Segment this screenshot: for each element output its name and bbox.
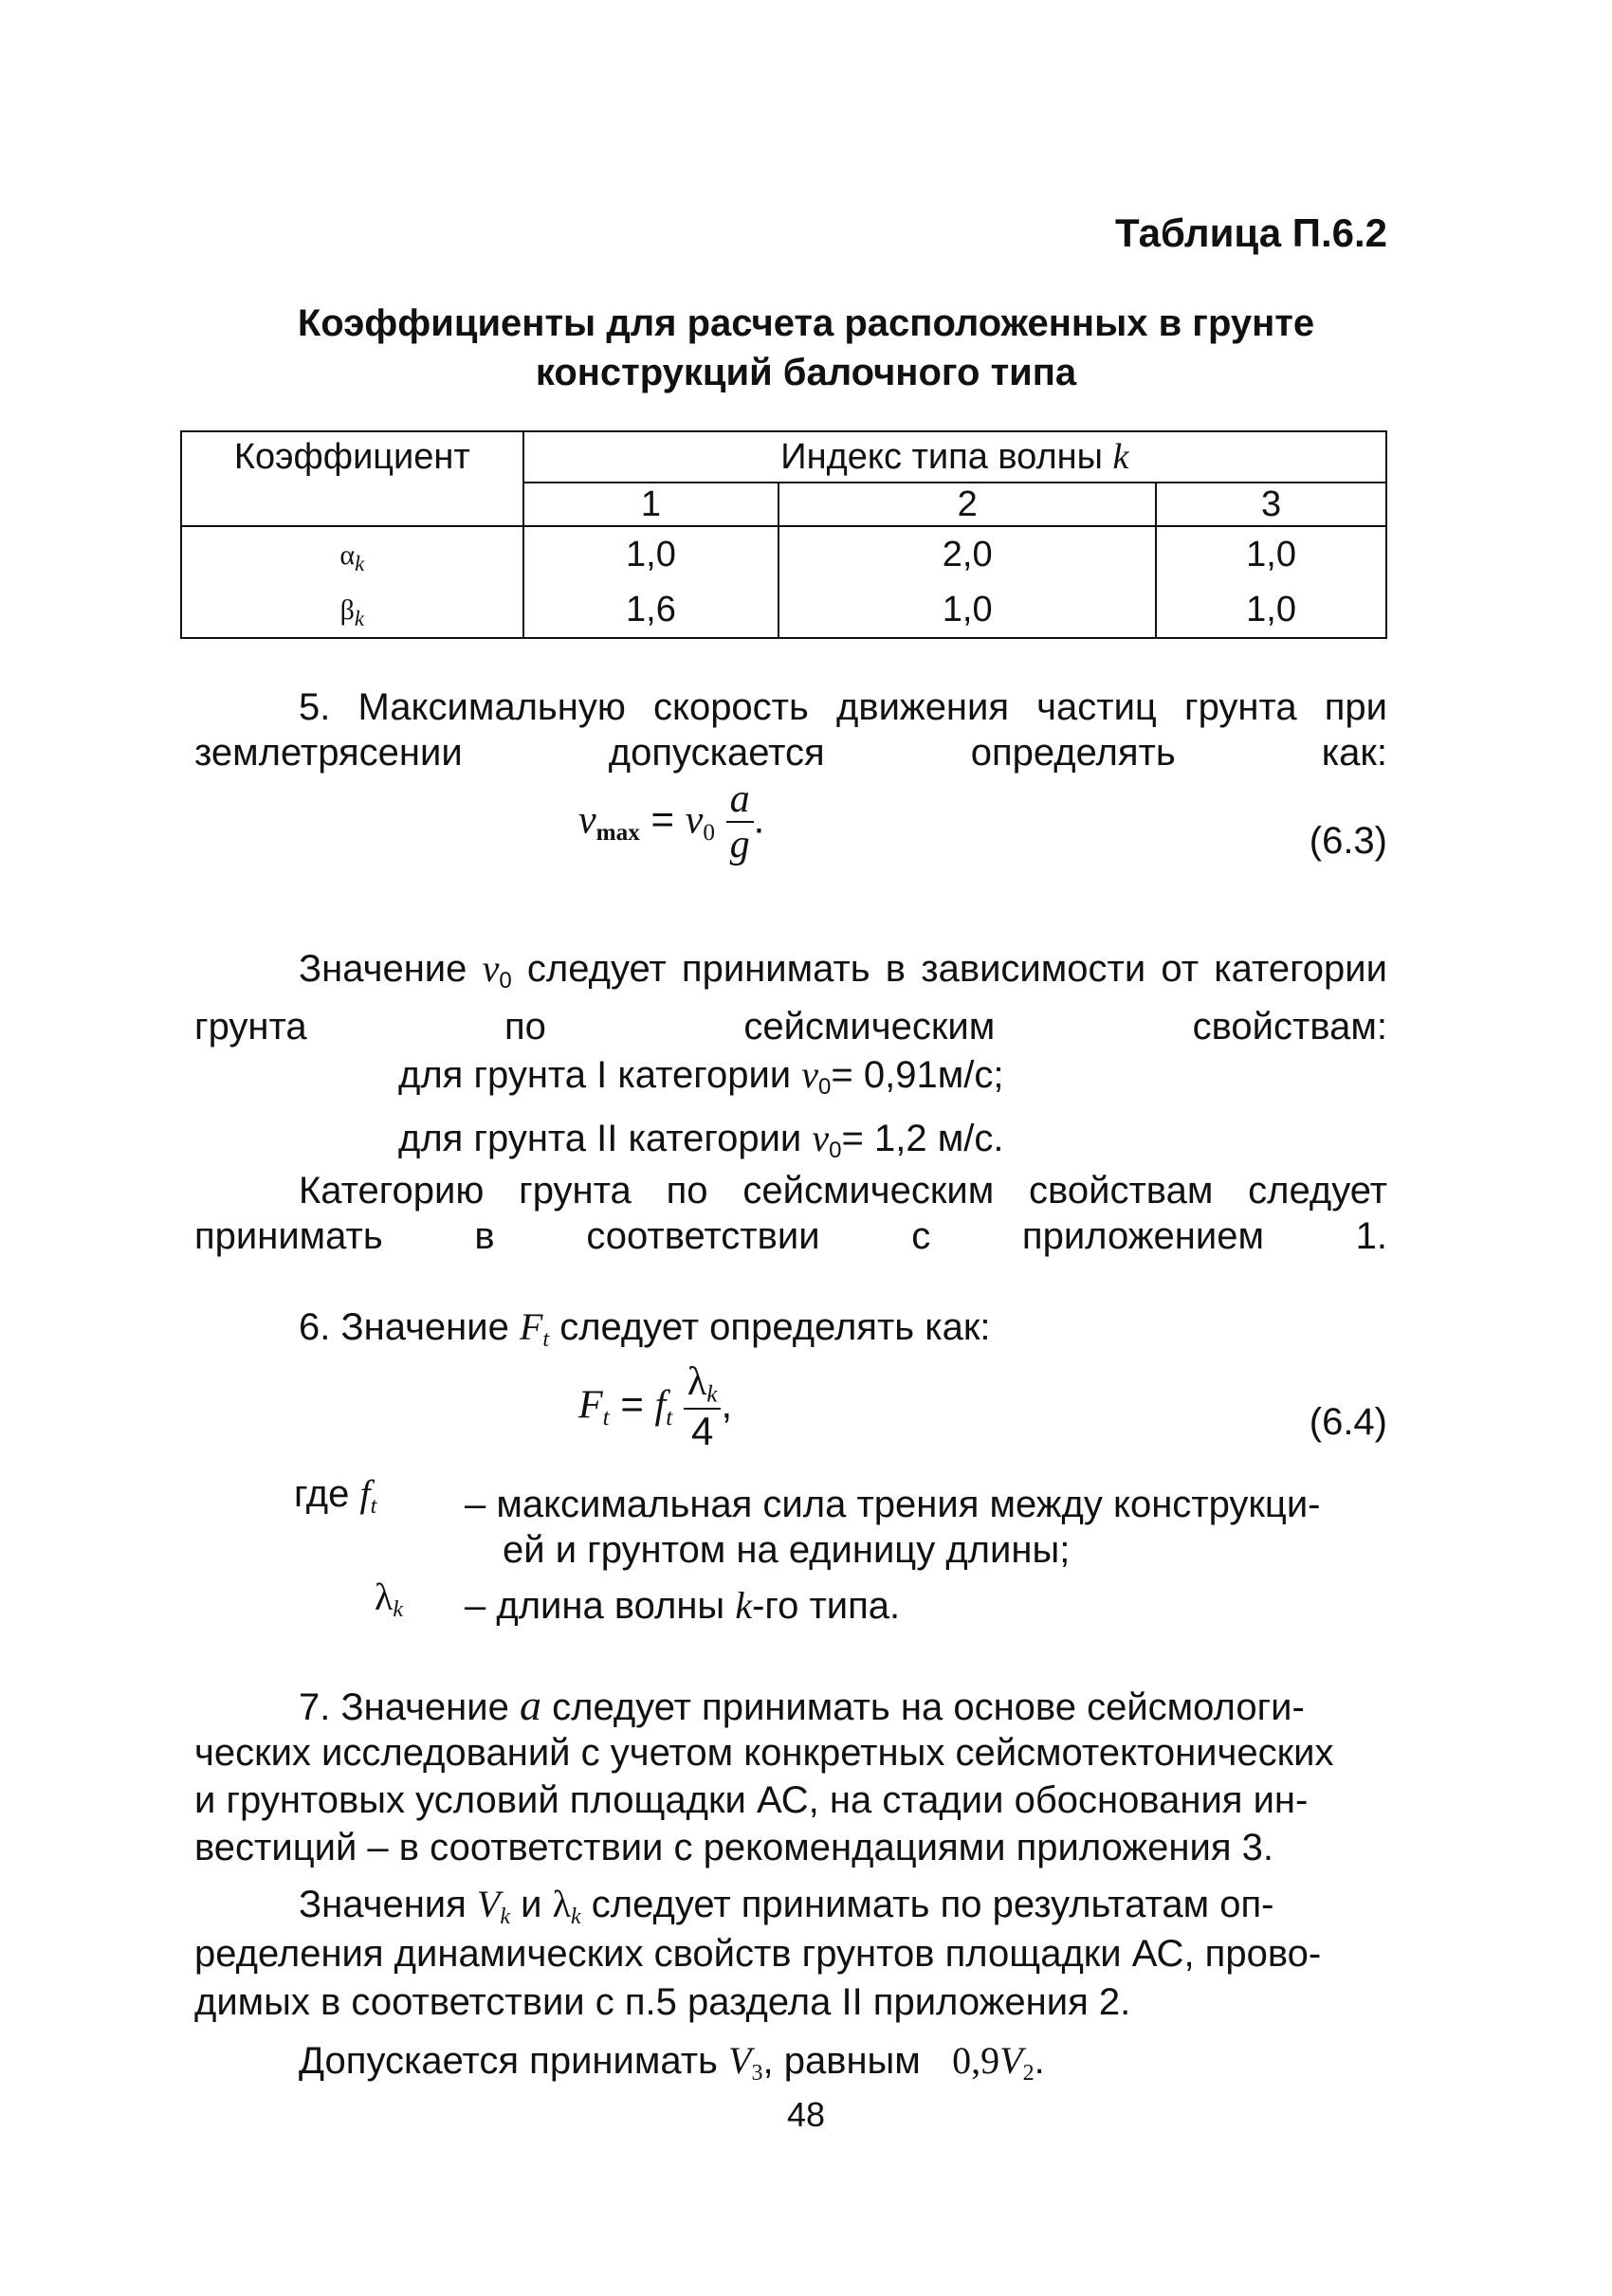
def2-var: k [735, 1584, 753, 1627]
eq64-numerator [684, 1360, 722, 1410]
alpha-value-1: 1,0 [523, 526, 779, 582]
def2-line [465, 1583, 900, 1629]
def1-line2: ей и грунтом на единицу длины; [503, 1529, 1071, 1571]
p7-v3-text-a: Допускается принимать [299, 2040, 718, 2082]
def2-symbol-wrap [375, 1575, 403, 1632]
beta-symbol: β [339, 594, 355, 627]
wave-index-3: 3 [1156, 483, 1386, 526]
beta-value-3: 1,0 [1156, 582, 1386, 638]
equation-number-6-3: (6.3) [1309, 820, 1387, 862]
v0-var: v [482, 947, 500, 990]
p7-vk-line3: димых в соответствии с п.5 раздела II приложения 2. [194, 1981, 1131, 2023]
p7-vk-text-b: следует принимать по результатам оп- [591, 1884, 1274, 1925]
p7-text-b: следует принимать на основе сейсмологи- [552, 1686, 1305, 1728]
p6-var: F [519, 1305, 543, 1348]
v0-text-a: Значение [299, 948, 467, 990]
def1-symbol-sub: t [370, 1494, 377, 1520]
header-wave-index-var: k [1112, 437, 1129, 477]
equation-number-6-4: (6.4) [1309, 1401, 1387, 1443]
beta-value-2: 1,0 [779, 582, 1156, 638]
eq64-end: , [721, 1381, 733, 1427]
p7-var-a: a [519, 1681, 541, 1729]
def2-symbol: λ [375, 1576, 394, 1618]
p7-v3-end: . [1034, 2040, 1045, 2082]
eq63-v: v [685, 798, 704, 843]
eq63-end: . [753, 796, 765, 842]
category-1-line [398, 1052, 1003, 1110]
eq63-lhs: v [578, 798, 596, 843]
beta-symbol-cell [181, 582, 523, 638]
table-row-beta [181, 582, 1386, 638]
v0-var-sub: 0 [499, 968, 512, 994]
p7-line1 [299, 1683, 1305, 1730]
p6-text [299, 1304, 990, 1362]
p7-vk-var: V [476, 1883, 501, 1925]
header-coefficient: Коэффициент [181, 431, 523, 483]
header-coefficient-spacer [181, 483, 523, 526]
alpha-symbol-sub: k [355, 551, 365, 575]
cat2-text: для грунта II категории [398, 1118, 802, 1159]
def2-text-a: – длина волны [465, 1585, 725, 1627]
p7-text-a: 7. Значение [299, 1686, 509, 1728]
table-row-alpha [181, 526, 1386, 582]
eq63-lhs-sub: max [595, 819, 640, 846]
cat1-var-sub: 0 [818, 1074, 832, 1101]
cat1-text: для грунта I категории [398, 1054, 792, 1096]
p7-lambda-sub: k [571, 1904, 581, 1930]
table-header-row [181, 431, 1386, 483]
eq63-denominator: g [729, 823, 750, 867]
cat2-value: = 1,2 м/с. [841, 1118, 1004, 1159]
alpha-symbol-cell [181, 526, 523, 582]
v0-text-b: следует принимать в зависимости от категории грунта по сейсмическим свойствам: [194, 948, 1387, 1048]
p7-lambda: λ [552, 1883, 572, 1925]
eq64-lhs: F [578, 1383, 603, 1428]
p5-category-text: Категорию грунта по сейсмическим свойствам следует принимать в соответствии с приложением 1. [194, 1170, 1387, 1257]
eq63-equals: = [650, 796, 675, 842]
def2-text-b: -го типа. [752, 1585, 901, 1627]
beta-value-1: 1,6 [523, 582, 779, 638]
beta-symbol-sub: k [354, 606, 365, 630]
p6-var-sub: t [542, 1327, 550, 1353]
cat2-var-sub: 0 [829, 1138, 842, 1164]
def1-symbol: f [359, 1472, 371, 1515]
p7-line2: ческих исследований с учетом конкретных сейсмотектонических [194, 1732, 1334, 1774]
eq64-f: f [654, 1383, 667, 1428]
p6-text-a: 6. Значение [299, 1306, 509, 1348]
p6-text-b: следует определять как: [559, 1306, 991, 1348]
coefficient-table [180, 430, 1387, 639]
wave-index-2: 2 [779, 483, 1156, 526]
p7-line4: вестиций – в соответствии с рекомендациями приложения 3. [194, 1827, 1273, 1868]
p7-v2-var-sub: 2 [1022, 2061, 1035, 2086]
eq63-numerator: a [726, 777, 754, 823]
cat2-var: v [812, 1117, 830, 1159]
category-2-line [398, 1116, 1003, 1174]
eq64-lhs-sub: t [602, 1404, 610, 1430]
wave-index-1: 1 [523, 483, 779, 526]
p7-v2-var: V [999, 2039, 1023, 2082]
p5-text: 5. Максимальную скорость движения частиц грунта при землетрясении допускается определять как: [194, 686, 1387, 774]
header-wave-index [523, 431, 1386, 483]
cat1-value: = 0,91м/с; [831, 1054, 1004, 1096]
eq64-lambda-sub: k [706, 1381, 718, 1408]
equation-6-4 [578, 1360, 732, 1453]
eq63-fraction [726, 777, 754, 866]
cat1-var: v [801, 1053, 819, 1096]
def2-symbol-sub: k [393, 1597, 404, 1623]
header-wave-index-label: Индекс типа волны [780, 437, 1103, 477]
p7-v3-text-b: , равным [762, 2040, 921, 2082]
p7-vk-text-a: Значения [299, 1884, 467, 1925]
alpha-value-2: 2,0 [779, 526, 1156, 582]
table-index-row [181, 483, 1386, 526]
where-label [294, 1471, 376, 1529]
p7-vk-var-sub: k [500, 1904, 511, 1930]
def1-line1: – максимальная сила трения между конструкци- [465, 1484, 1321, 1525]
p7-vk-and: и [521, 1884, 542, 1925]
p7-v3-var: V [728, 2039, 752, 2082]
page-number: 48 [786, 2095, 826, 2134]
equation-6-3 [578, 777, 764, 866]
p7-line3: и грунтовых условий площадки АС, на стадии обоснования ин- [194, 1779, 1309, 1821]
table-title: Коэффициенты для расчета расположенных в грунте конструкций балочного типа [297, 302, 1315, 393]
eq64-denominator: 4 [690, 1409, 714, 1454]
eq64-fraction [684, 1360, 722, 1453]
alpha-symbol: α [339, 539, 356, 572]
table-label: Таблица П.6.2 [1115, 210, 1387, 255]
eq63-v-sub: 0 [703, 819, 715, 846]
eq64-lambda: λ [687, 1360, 707, 1404]
p7-v3-line [299, 2038, 1045, 2096]
p7-v3-coef: 0,9 [952, 2039, 1000, 2082]
where-text: где [294, 1473, 350, 1515]
p7-v3-var-sub: 3 [751, 2061, 763, 2086]
alpha-value-3: 1,0 [1156, 526, 1386, 582]
eq64-f-sub: t [666, 1404, 673, 1430]
p7-vk-line2: ределения динамических свойств грунтов площадки АС, прово- [194, 1933, 1322, 1975]
eq64-equals: = [620, 1381, 644, 1427]
